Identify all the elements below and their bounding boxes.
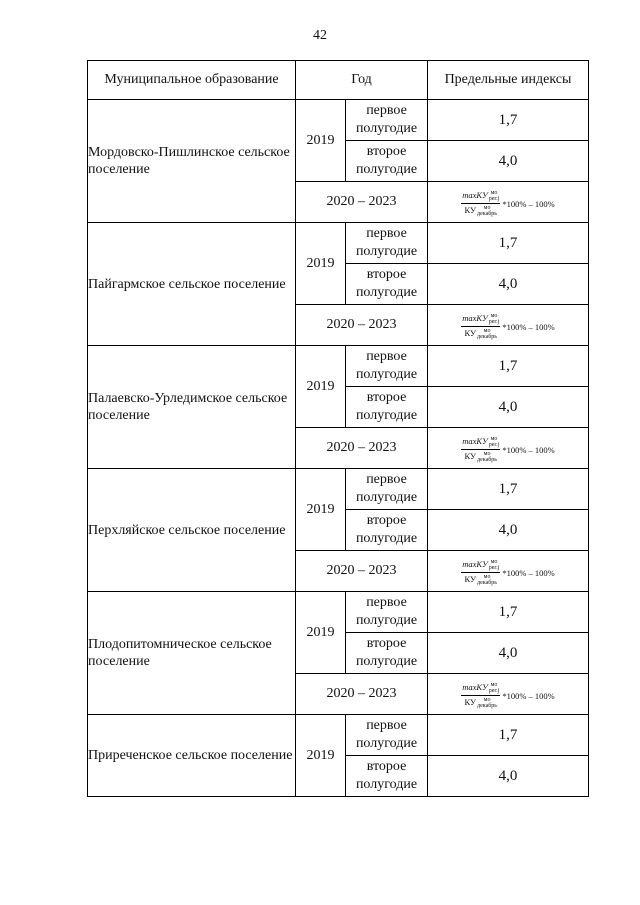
year-cell: 2019 bbox=[296, 592, 346, 674]
second-half-index: 4,0 bbox=[428, 141, 589, 182]
first-half-index: 1,7 bbox=[428, 469, 589, 510]
year-cell: 2019 bbox=[296, 469, 346, 551]
municipality-name: Пайгармское сельское поселение bbox=[88, 223, 296, 346]
formula-cell bbox=[428, 428, 589, 469]
index-formula: maxКУ мо рег.j КУ мо декабрь *100% – 100% bbox=[462, 312, 555, 341]
period-range: 2020 – 2023 bbox=[296, 551, 428, 592]
first-half-label: первое полугодие bbox=[346, 100, 428, 141]
tariff-index-table bbox=[87, 60, 589, 797]
period-range: 2020 – 2023 bbox=[296, 428, 428, 469]
period-range: 2020 – 2023 bbox=[296, 182, 428, 223]
second-half-index: 4,0 bbox=[428, 633, 589, 674]
second-half-index: 4,0 bbox=[428, 510, 589, 551]
first-half-label: первое полугодие bbox=[346, 592, 428, 633]
period-range: 2020 – 2023 bbox=[296, 305, 428, 346]
first-half-label: первое полугодие bbox=[346, 223, 428, 264]
year-cell: 2019 bbox=[296, 715, 346, 797]
municipality-name: Палаевско-Урледимское сельское поселение bbox=[88, 346, 296, 469]
municipality-name: Мордовско-Пишлинское сельское поселение bbox=[88, 100, 296, 223]
page-number: 42 bbox=[313, 28, 327, 43]
second-half-index: 4,0 bbox=[428, 264, 589, 305]
municipality-name: Плодопитомническое сельское поселение bbox=[88, 592, 296, 715]
header-year: Год bbox=[296, 61, 428, 100]
first-half-index: 1,7 bbox=[428, 223, 589, 264]
first-half-label: первое полугодие bbox=[346, 469, 428, 510]
index-formula: maxКУ мо рег.j КУ мо декабрь *100% – 100% bbox=[462, 435, 555, 464]
header-municipality: Муниципальное образование bbox=[88, 61, 296, 100]
first-half-index: 1,7 bbox=[428, 715, 589, 756]
header-indices: Предельные индексы bbox=[428, 61, 589, 100]
period-range: 2020 – 2023 bbox=[296, 674, 428, 715]
municipality-name: Перхляйское сельское поселение bbox=[88, 469, 296, 592]
table-row bbox=[88, 100, 589, 141]
table-row bbox=[88, 715, 589, 756]
year-cell: 2019 bbox=[296, 223, 346, 305]
second-half-label: второе полугодие bbox=[346, 264, 428, 305]
formula-cell bbox=[428, 674, 589, 715]
table-row bbox=[88, 346, 589, 387]
index-formula: maxКУ мо рег.j КУ мо декабрь *100% – 100% bbox=[462, 189, 555, 218]
index-formula: maxКУ мо рег.j КУ мо декабрь *100% – 100% bbox=[462, 558, 555, 587]
year-cell: 2019 bbox=[296, 346, 346, 428]
first-half-label: первое полугодие bbox=[346, 715, 428, 756]
formula-cell bbox=[428, 182, 589, 223]
second-half-index: 4,0 bbox=[428, 387, 589, 428]
first-half-index: 1,7 bbox=[428, 592, 589, 633]
table-header-row bbox=[88, 61, 589, 100]
index-formula: maxКУ мо рег.j КУ мо декабрь *100% – 100% bbox=[462, 681, 555, 710]
formula-cell bbox=[428, 551, 589, 592]
second-half-label: второе полугодие bbox=[346, 756, 428, 797]
second-half-label: второе полугодие bbox=[346, 633, 428, 674]
first-half-index: 1,7 bbox=[428, 100, 589, 141]
second-half-index: 4,0 bbox=[428, 756, 589, 797]
second-half-label: второе полугодие bbox=[346, 387, 428, 428]
table-row bbox=[88, 592, 589, 633]
first-half-index: 1,7 bbox=[428, 346, 589, 387]
municipality-name: Приреченское сельское поселение bbox=[88, 715, 296, 797]
formula-cell bbox=[428, 305, 589, 346]
year-cell: 2019 bbox=[296, 100, 346, 182]
second-half-label: второе полугодие bbox=[346, 141, 428, 182]
table-row bbox=[88, 223, 589, 264]
second-half-label: второе полугодие bbox=[346, 510, 428, 551]
table-row bbox=[88, 469, 589, 510]
first-half-label: первое полугодие bbox=[346, 346, 428, 387]
